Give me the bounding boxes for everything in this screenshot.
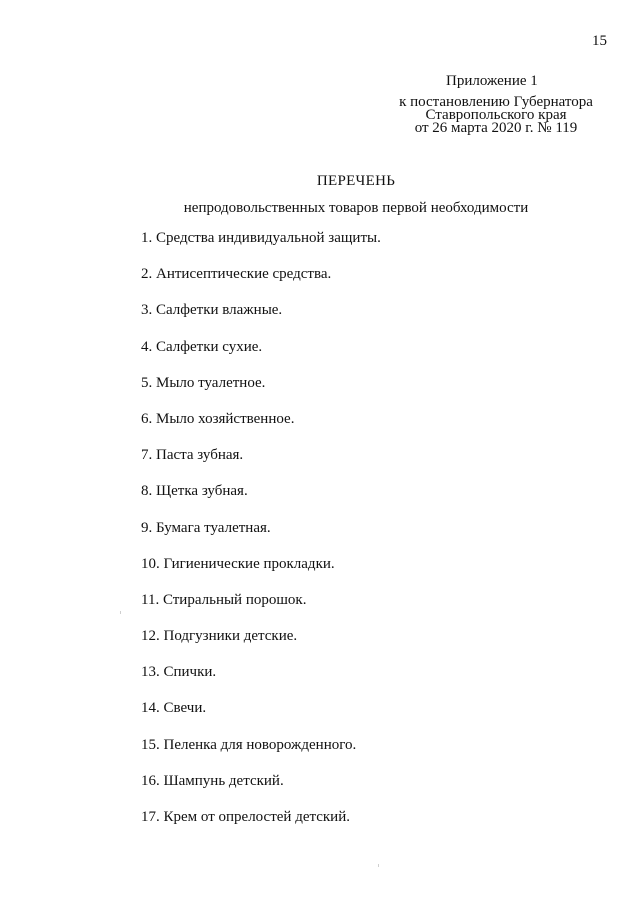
list-item: 9. Бумага туалетная.: [141, 519, 271, 536]
list-item: 11. Стиральный порошок.: [141, 591, 307, 608]
decree-line: к постановлению Губернатора: [399, 94, 593, 110]
decree-reference: [396, 96, 596, 135]
appendix-label: Приложение 1: [446, 73, 538, 89]
goods-list: [141, 231, 381, 846]
decree-line: Ставропольского края: [425, 107, 567, 123]
list-item: 7. Паста зубная.: [141, 447, 244, 464]
scan-speck: [120, 611, 121, 614]
list-item: 5. Мыло туалетное.: [141, 374, 266, 391]
list-item: 1. Средства индивидуальной защиты.: [141, 230, 381, 246]
list-item: 14. Свечи.: [141, 700, 207, 717]
list-item: 4. Салфетки сухие.: [141, 338, 263, 355]
decree-line: от 26 марта 2020 г. № 119: [414, 120, 578, 136]
document-title: ПЕРЕЧЕНЬ: [316, 173, 396, 189]
list-item: 17. Крем от опрелостей детский.: [141, 809, 350, 825]
document-subtitle: непродовольственных товаров первой необходимости: [183, 200, 529, 216]
list-item: 10. Гигиенические прокладки.: [141, 555, 335, 572]
list-item: 15. Пеленка для новорожденного.: [141, 736, 357, 753]
list-item: 8. Щетка зубная.: [141, 483, 248, 500]
page-number: 15: [592, 33, 607, 49]
scan-speck: [378, 864, 379, 867]
list-item: 13. Спички.: [141, 664, 217, 681]
list-item: 2. Антисептические средства.: [141, 266, 332, 283]
list-item: 12. Подгузники детские.: [141, 628, 298, 645]
list-item: 3. Салфетки влажные.: [141, 302, 283, 319]
list-item: 6. Мыло хозяйственное.: [141, 410, 295, 427]
list-item: 16. Шампунь детский.: [141, 772, 284, 789]
